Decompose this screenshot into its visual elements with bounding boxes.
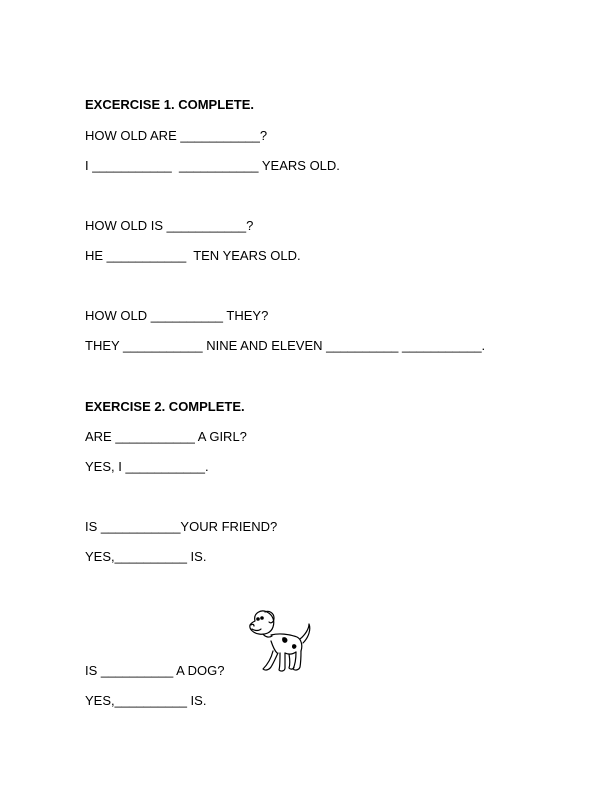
exercise-1-heading: EXCERCISE 1. COMPLETE. xyxy=(85,97,255,112)
exercise-1-line-6: THEY ___________ NINE AND ELEVEN __________ ___________. xyxy=(85,338,486,353)
exercise-2-line-6: YES,__________ IS. xyxy=(85,693,207,708)
exercise-2-heading: EXERCISE 2. COMPLETE. xyxy=(85,399,245,414)
exercise-2-line-2: YES, I ___________. xyxy=(85,459,209,474)
exercise-1-line-1: HOW OLD ARE ___________? xyxy=(85,128,268,143)
exercise-2-line-4: YES,__________ IS. xyxy=(85,549,207,564)
exercise-2-line-5: IS __________ A DOG? xyxy=(85,663,225,678)
exercise-1-line-3: HOW OLD IS ___________? xyxy=(85,218,254,233)
exercise-1-line-5: HOW OLD __________ THEY? xyxy=(85,308,269,323)
exercise-1-line-2: I ___________ ___________ YEARS OLD. xyxy=(85,158,340,173)
exercise-2-line-3: IS ___________YOUR FRIEND? xyxy=(85,519,278,534)
dog-icon xyxy=(243,607,315,675)
exercise-2-line-1: ARE ___________ A GIRL? xyxy=(85,429,247,444)
exercise-1-line-4: HE ___________ TEN YEARS OLD. xyxy=(85,248,301,263)
